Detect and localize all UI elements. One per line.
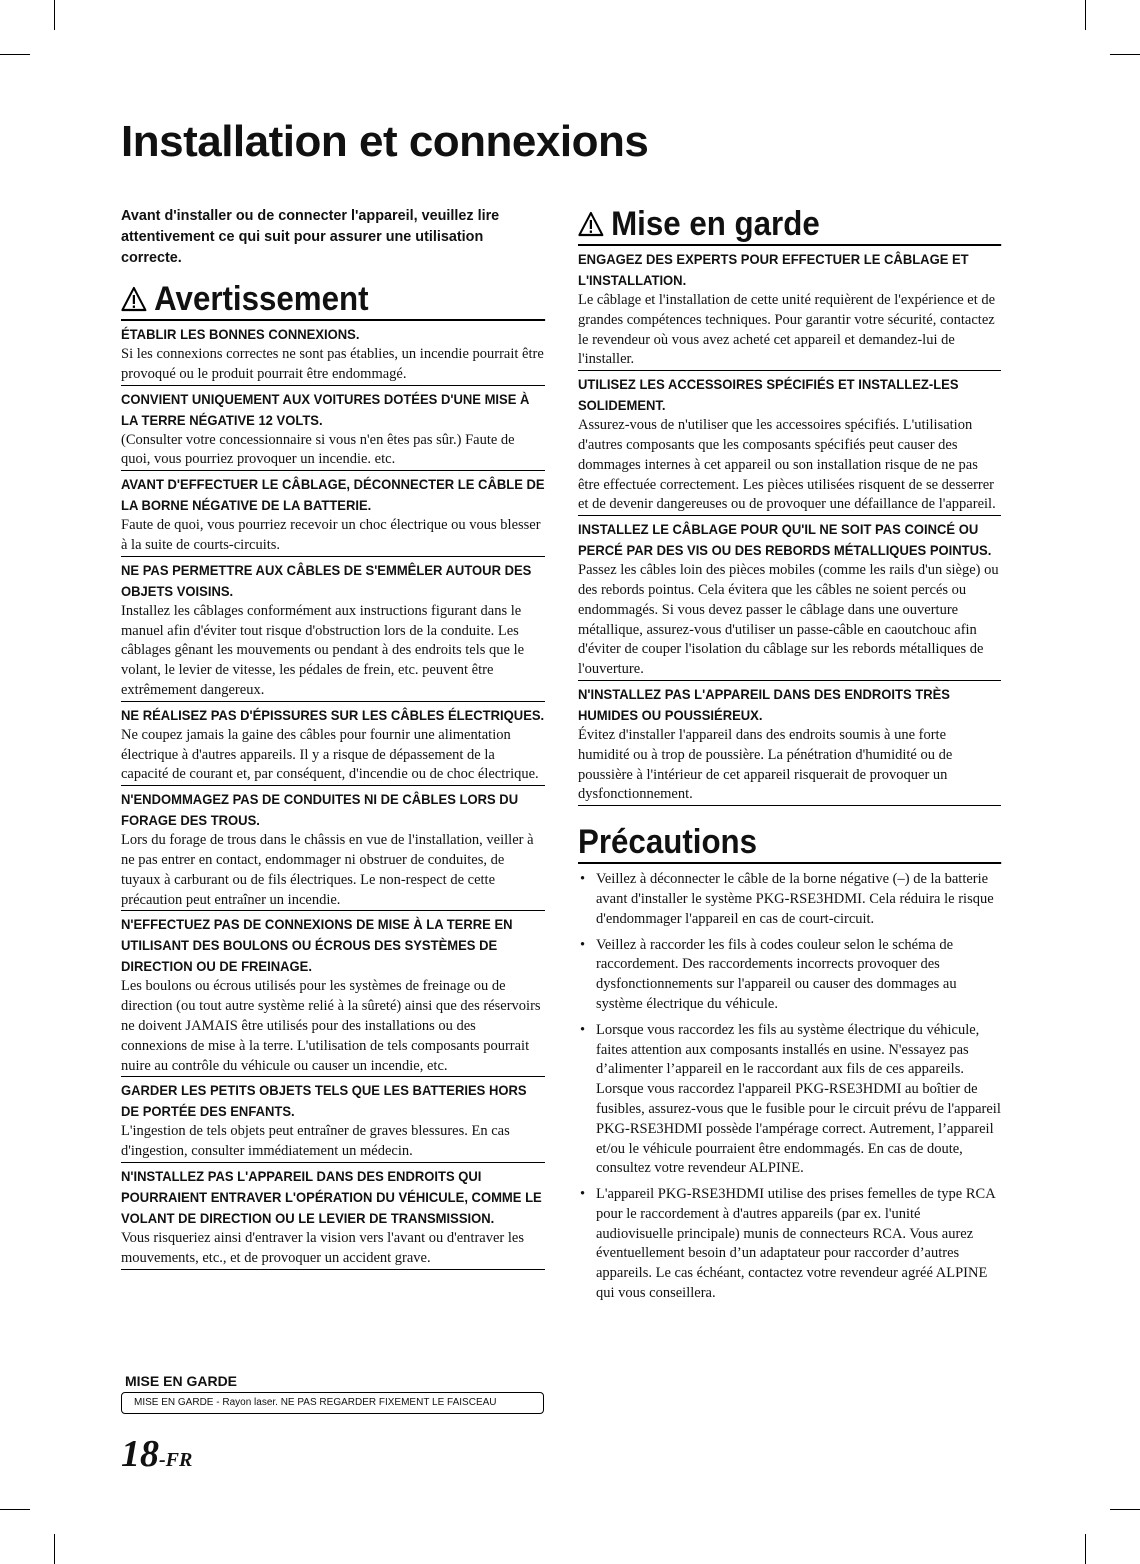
warning-block: [578, 371, 1001, 516]
block-heading: N'ENDOMMAGEZ PAS DE CONDUITES NI DE CÂBLES LORS DU FORAGE DES TROUS.: [121, 791, 519, 829]
block-text: L'ingestion de tels objets peut entraîner de graves blessures. En cas d'ingestion, consulter immédiatement un médecin.: [121, 1123, 510, 1160]
warning-section-title: Avertissement: [154, 280, 369, 318]
warning-triangle-icon: [121, 286, 147, 312]
crop-mark: [1110, 1509, 1140, 1510]
warning-block: [121, 1077, 545, 1163]
warning-block: [121, 911, 545, 1077]
page-title: Installation et connexions: [121, 117, 649, 166]
warning-block: [121, 471, 545, 557]
precaution-item: • Veillez à déconnecter le câble de la borne négative (–) de la batterie avant d'installer le système PKG-RSE3HDMI. Cela réduira le risque d'endommager l'appareil en cas de court-circuit.: [578, 870, 1001, 929]
warning-block: [121, 557, 545, 702]
block-text: Vous risqueriez ainsi d'entraver la vision vers l'avant ou d'entraver les mouvements, etc., et de provoquer un accident grave.: [121, 1229, 524, 1266]
block-heading: AVANT D'EFFECTUER LE CÂBLAGE, DÉCONNECTER LE CÂBLE DE LA BORNE NÉGATIVE DE LA BATTERIE.: [121, 476, 545, 514]
page-number-value: 18: [121, 1433, 159, 1475]
crop-mark: [0, 54, 30, 55]
block-heading: GARDER LES PETITS OBJETS TELS QUE LES BATTERIES HORS DE PORTÉE DES ENFANTS.: [121, 1082, 527, 1120]
block-text: Si les connexions correctes ne sont pas établies, un incendie pourrait être provoqué ou le produit pourrait être endommagé.: [121, 346, 544, 382]
laser-caution-label: MISE EN GARDE - Rayon laser. NE PAS REGARDER FIXEMENT LE FAISCEAU: [121, 1392, 544, 1414]
page-number: [121, 1432, 192, 1482]
crop-mark: [54, 1534, 55, 1564]
block-heading: ENGAGEZ DES EXPERTS POUR EFFECTUER LE CÂBLAGE ET L'INSTALLATION.: [578, 251, 969, 288]
block-text: Passez les câbles loin des pièces mobiles (comme les rails d'un siège) ou des rebords pointus. Cela évitera que les câbles ne soient percés ou endommagés. Si vous devez passer le câblage dans une ouverture métallique, assurez-vous d'utiliser un passe-câble en caoutchouc afin d'éviter de couper l'isolation du câblage sur les rebords métalliques de l'ouverture.: [578, 562, 999, 678]
precaution-item: • Lorsque vous raccordez les fils au système électrique du véhicule, faites attention aux composants installés en usine. N'essayez pas d’alimenter l’appareil en le raccordant aux fils de ces appareils. Lorsque vous raccordez l'appareil PKG-RSE3HDMI au boîtier de fusibles, assurez-vous que le fusible pour le circuit prévu de l'appareil PKG-RSE3HDMI possède l'ampérage correct. Autrement, l’appareil et/ou le véhicule pourraient être endommagés. En cas de doute, consultez votre revendeur ALPINE.: [578, 1021, 1001, 1179]
block-heading: NE RÉALISEZ PAS D'ÉPISSURES SUR LES CÂBLES ÉLECTRIQUES.: [121, 706, 545, 723]
precaution-item: • Veillez à raccorder les fils à codes couleur selon le schéma de raccordement. Des raccordements incorrects provoquer des dysfonctionnements sur l'appareil ou causer des dommages au système électrique du véhicule.: [578, 936, 1001, 1015]
block-text: (Consulter votre concessionnaire si vous n'en êtes pas sûr.) Faute de quoi, vous pourriez provoquer un incendie. etc.: [121, 431, 515, 468]
right-column: [578, 206, 1001, 1310]
block-heading: INSTALLEZ LE CÂBLAGE POUR QU'IL NE SOIT PAS COINCÉ OU PERCÉ PAR DES VIS OU DES REBORDS MÉTALLIQUES POINTUS.: [578, 521, 992, 559]
page-number-suffix: -FR: [159, 1449, 193, 1471]
warning-section-header: [121, 281, 545, 321]
crop-mark: [1085, 0, 1086, 30]
crop-mark: [1110, 54, 1140, 55]
warning-block: [578, 516, 1001, 681]
warning-triangle-icon: [578, 211, 604, 237]
warning-block: [121, 702, 545, 786]
block-text: Les boulons ou écrous utilisés pour les systèmes de freinage ou de direction (ou tout autre système relié à la sûreté) ainsi que des réservoirs ne doivent JAMAIS être utilisés pour des installations ou des connexions de mise à la terre. L'utilisation de tels composants pourrait nuire au contrôle du véhicule ou causer un incendie, etc.: [121, 978, 541, 1074]
block-text: Installez les câblages conformément aux instructions figurant dans le manuel afin d'éviter tout risque d'obstruction lors de la conduite. Les câblages gênant les mouvements ou pendant à des endroits tels que le volant, le levier de vitesse, les pédales de frein, etc. peuvent être extrêmement dangereux.: [121, 602, 525, 698]
block-heading: NE PAS PERMETTRE AUX CÂBLES DE S'EMMÊLER AUTOUR DES OBJETS VOISINS.: [121, 561, 532, 599]
warning-block: [578, 681, 1001, 806]
warning-block: [121, 386, 545, 472]
crop-mark: [0, 1509, 30, 1510]
precautions-title: Précautions: [578, 822, 1001, 864]
block-heading: N'EFFECTUEZ PAS DE CONNEXIONS DE MISE À LA TERRE EN UTILISANT DES BOULONS OU ÉCROUS DES SYSTÈMES DE DIRECTION OU DE FREINAGE.: [121, 916, 513, 975]
block-text: Ne coupez jamais la gaine des câbles pour fournir une alimentation électrique à d'autres appareils. Il y a risque de dépassement de la capacité de courant et, par conséquent, d'incendie ou de choc électrique.: [121, 726, 539, 783]
warning-block: [578, 246, 1001, 371]
crop-mark: [54, 0, 55, 30]
block-heading: CONVIENT UNIQUEMENT AUX VOITURES DOTÉES D'UNE MISE À LA TERRE NÉGATIVE 12 VOLTS.: [121, 390, 530, 428]
block-text: Lors du forage de trous dans le châssis en vue de l'installation, veiller à ne pas entrer en contact, endommager ni obstruer de conduites, de tuyaux à carburant ou de fils électriques. Le non-respect de cette précaution peut entraîner un incendie.: [121, 832, 534, 908]
laser-caution-title: MISE EN GARDE: [125, 1373, 238, 1389]
block-heading: N'INSTALLEZ PAS L'APPAREIL DANS DES ENDROITS TRÈS HUMIDES OU POUSSIÉREUX.: [578, 685, 950, 723]
warning-block: [121, 1163, 545, 1270]
block-heading: UTILISEZ LES ACCESSOIRES SPÉCIFIÉS ET INSTALLEZ-LES SOLIDEMENT.: [578, 376, 959, 414]
warning-block: [121, 786, 545, 911]
precautions-list: [578, 870, 1001, 1304]
block-text: Faute de quoi, vous pourriez recevoir un choc électrique ou vous blesser à la suite de courts-circuits.: [121, 517, 541, 553]
caution-section-header: [578, 206, 1001, 246]
block-text: Évitez d'installer l'appareil dans des endroits soumis à une forte humidité ou à trop de poussière. La pénétration d'humidité ou de poussière à l'intérieur de cet appareil risquerait de provoquer un dysfonctionnement.: [578, 726, 953, 803]
left-column: [121, 206, 545, 1270]
precaution-item: • L'appareil PKG-RSE3HDMI utilise des prises femelles de type RCA pour le raccordement à d'autres appareils (par ex. l'unité audiovisuelle principale) munis de connecteurs RCA. Vous aurez éventuellement besoin d’un adaptateur pour raccorder d’autres appareils. Le cas échéant, contactez votre revendeur agréé ALPINE qui vous conseillera.: [578, 1185, 1001, 1304]
block-text: Le câblage et l'installation de cette unité requièrent de l'expérience et de grandes compétences techniques. Pour garantir votre sécurité, contactez le revendeur où vous avez acheté cet appareil et demandez-lui de l'installer.: [578, 292, 996, 368]
block-text: Assurez-vous de n'utiliser que les accessoires spécifiés. L'utilisation d'autres composants que les composants spécifiés peut causer des dommages internes à cet appareil ou son installation risque de ne pas être effectuée correctement. Les pièces utilisées risquent de se desserrer et de devenir dangereuses ou de provoquer une défaillance de l'appareil.: [578, 417, 996, 513]
intro-text: Avant d'installer ou de connecter l'appareil, veuillez lire attentivement ce qui suit pour assurer une utilisation correcte.: [121, 208, 500, 266]
warning-block: [121, 321, 545, 386]
block-heading: N'INSTALLEZ PAS L'APPAREIL DANS DES ENDROITS QUI POURRAIENT ENTRAVER L'OPÉRATION DU VÉHICULE, COMME LE VOLANT DE DIRECTION OU LE LEVIER DE TRANSMISSION.: [121, 1167, 542, 1226]
crop-mark: [1085, 1534, 1086, 1564]
caution-section-title: Mise en garde: [611, 205, 820, 243]
block-heading: ÉTABLIR LES BONNES CONNEXIONS.: [121, 326, 360, 342]
